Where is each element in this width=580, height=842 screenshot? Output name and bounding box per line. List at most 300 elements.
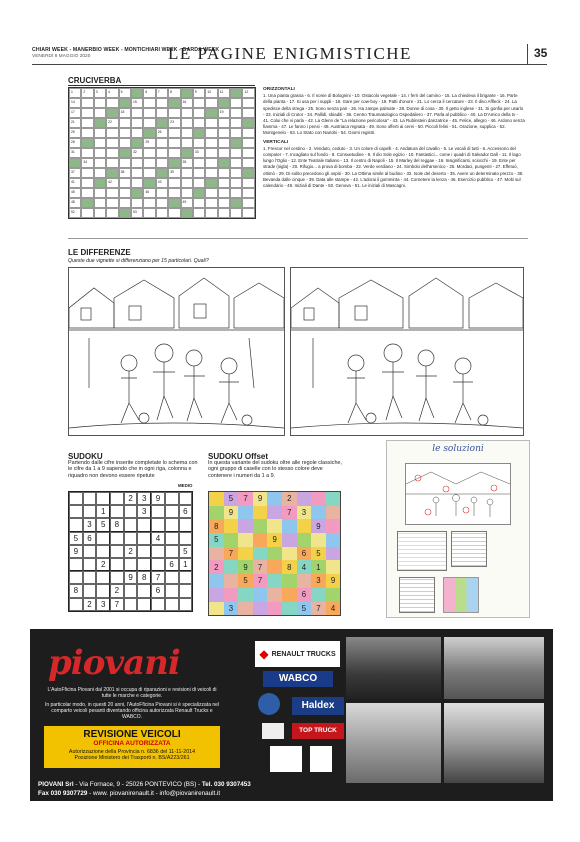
crossword-cell bbox=[181, 168, 193, 178]
crossword-grid bbox=[68, 87, 256, 219]
sudoku-offset-cell[interactable]: 9 bbox=[267, 533, 282, 547]
sudoku-cell[interactable]: 7 bbox=[110, 598, 124, 611]
crossword-cell bbox=[181, 188, 193, 198]
sudoku-cell[interactable] bbox=[151, 598, 165, 611]
vignette-left-drawing bbox=[69, 268, 284, 435]
sudoku-offset-cell[interactable] bbox=[224, 588, 239, 602]
sudoku-cell[interactable]: 6 bbox=[165, 558, 179, 571]
sudoku-cell[interactable]: 6 bbox=[83, 532, 97, 545]
crossword-cell bbox=[94, 138, 106, 148]
crossword-cell bbox=[94, 148, 106, 158]
crossword-cell: 16 bbox=[181, 98, 193, 108]
footer-fax: Fax 030 9307729 bbox=[38, 790, 88, 797]
sudoku-offset-cell[interactable] bbox=[267, 519, 282, 533]
crossword-cell: 19 bbox=[218, 108, 230, 118]
crossword-cell: 23 bbox=[168, 118, 180, 128]
crossword-cell bbox=[205, 168, 217, 178]
sudoku-cell[interactable] bbox=[83, 492, 97, 505]
sudoku-offset-cell[interactable]: 6 bbox=[297, 588, 312, 602]
crossword-cell: 17 bbox=[69, 108, 81, 118]
crossword-cell bbox=[156, 158, 168, 168]
sudoku-offset-cell[interactable]: 8 bbox=[282, 560, 297, 574]
crossword-cell bbox=[81, 178, 93, 188]
sudoku-offset-cell[interactable] bbox=[224, 533, 239, 547]
sudoku-offset-cell[interactable] bbox=[238, 588, 253, 602]
sudoku-cell[interactable] bbox=[137, 584, 151, 597]
sudoku-cell[interactable] bbox=[110, 505, 124, 518]
orizzontali-clues: 1. Una pianta grassa - 6. Il nome di Bolognini - 10. Ostacolo vegetale - 14. I ferri del camino - 15. La chiedeva il brigante - 16. Parte della pianta - 17. Si usa per i suppli - 18. Gare per cow-boy - 19. Patti d'onore - 21. Lo cerca il cercatore - 23. Il divo Affleck - 24. La spedisce della strega - 25. Sono senza pari - 26. Ha zampe palmate - 28. Donne di cosa - 30. Il getto inglese - 31. Si gonfia per usarlo - 33. Iniziali di Crutor - 34. Pallidi, sbiaditi - 36. Centro Traumatologico Ospedaliero - 37. Parla al pubblico - 40. La D'Amico della tv - 41. Colui che vi parla - 42. La Glenn de "La relazione pericolosa" - 43. La Rubinstein danzatrice - 45. Felice, allegro - 46. Ardono senza fiamma - 47. Le fanno i pensi - 48. Austriaca regnata - 49. Sono offerti ai cerei - 50. Piccoli felini - 51. Orazione, supplica - 52. Montgenelo - 53. Lo Stato con Nairobi - 54. Giorni registri. bbox=[263, 93, 525, 136]
sudoku-offset-cell[interactable] bbox=[224, 560, 239, 574]
crossword-cell bbox=[193, 128, 205, 138]
crossword-cell: 43 bbox=[156, 178, 168, 188]
sudoku-cell[interactable] bbox=[165, 505, 179, 518]
sudoku-cell[interactable] bbox=[165, 584, 179, 597]
sudoku-offset-cell[interactable]: 5 bbox=[224, 492, 239, 506]
crossword-cell bbox=[230, 198, 242, 208]
header-rule bbox=[32, 64, 547, 65]
piovani-logo: piovani bbox=[48, 643, 180, 683]
sudoku-offset-cell[interactable]: 4 bbox=[297, 560, 312, 574]
sudoku-cell[interactable] bbox=[96, 545, 110, 558]
crossword-cell bbox=[94, 118, 106, 128]
sudoku-offset-cell[interactable] bbox=[253, 519, 268, 533]
sudoku-cell[interactable]: 2 bbox=[83, 598, 97, 611]
sudoku-cell[interactable] bbox=[110, 545, 124, 558]
sudoku-offset-cell[interactable] bbox=[253, 547, 268, 561]
crossword-cell: 49 bbox=[181, 198, 193, 208]
sudoku-cell[interactable] bbox=[137, 558, 151, 571]
sudoku-offset-cell[interactable]: 9 bbox=[253, 492, 268, 506]
sudoku-cell[interactable]: 3 bbox=[137, 492, 151, 505]
crossword-cell bbox=[156, 188, 168, 198]
sudoku-offset-cell[interactable]: 8 bbox=[209, 519, 224, 533]
sudoku-offset-cell[interactable] bbox=[238, 533, 253, 547]
solution-sudoku-offset bbox=[443, 577, 479, 613]
crossword-cell bbox=[81, 168, 93, 178]
sudoku-offset-cell[interactable] bbox=[282, 547, 297, 561]
crossword-cell bbox=[119, 138, 131, 148]
sudoku-offset-cell[interactable]: 4 bbox=[326, 602, 341, 616]
crossword-cell: 38 bbox=[119, 168, 131, 178]
crossword-cell bbox=[205, 98, 217, 108]
sudoku-offset-cell[interactable] bbox=[326, 560, 341, 574]
sudoku-offset-cell[interactable]: 9 bbox=[224, 506, 239, 520]
crossword-cell: 28 bbox=[69, 138, 81, 148]
crossword-cell: 45 bbox=[69, 188, 81, 198]
sudoku-offset-cell[interactable] bbox=[238, 602, 253, 616]
footer-company: PIOVANI Srl bbox=[38, 781, 74, 788]
crossword-cell bbox=[119, 158, 131, 168]
sudoku-cell[interactable] bbox=[179, 532, 193, 545]
crossword-cell bbox=[193, 118, 205, 128]
sudoku-cell[interactable]: 6 bbox=[179, 505, 193, 518]
crossword-cell bbox=[131, 188, 143, 198]
sudoku-offset-cell[interactable] bbox=[282, 602, 297, 616]
sudoku-offset-cell[interactable] bbox=[238, 519, 253, 533]
sudoku-cell[interactable] bbox=[179, 492, 193, 505]
crossword-cell: 34 bbox=[81, 158, 93, 168]
crossword-cell bbox=[242, 208, 254, 218]
crossword-cell bbox=[193, 168, 205, 178]
sudoku-cell[interactable] bbox=[151, 505, 165, 518]
crossword-cell bbox=[181, 88, 193, 98]
sudoku-cell[interactable] bbox=[165, 532, 179, 545]
crossword-cell bbox=[168, 188, 180, 198]
sudoku-offset-cell[interactable] bbox=[209, 588, 224, 602]
sudoku-offset-cell[interactable]: 9 bbox=[238, 560, 253, 574]
crossword-cell bbox=[94, 108, 106, 118]
crossword-cell bbox=[168, 208, 180, 218]
sudoku-offset-cell[interactable] bbox=[209, 574, 224, 588]
sudoku-cell[interactable]: 6 bbox=[151, 584, 165, 597]
sudoku-cell[interactable] bbox=[83, 571, 97, 584]
sudoku-offset-description: In questa variante del sudoku oltre alle regole classiche, ogni gruppo di caselle con lo stesso colore deve contenere i numeri da 1 a 9. bbox=[208, 460, 342, 479]
sudoku-offset-cell[interactable] bbox=[209, 547, 224, 561]
sudoku-offset-cell[interactable] bbox=[311, 506, 326, 520]
sudoku-offset-cell[interactable]: 3 bbox=[297, 506, 312, 520]
sudoku-cell[interactable] bbox=[110, 571, 124, 584]
sudoku-offset-cell[interactable]: 1 bbox=[311, 560, 326, 574]
crossword-cell bbox=[193, 178, 205, 188]
crossword-cell bbox=[131, 158, 143, 168]
crossword-cell bbox=[119, 148, 131, 158]
sudoku-offset-cell[interactable] bbox=[253, 506, 268, 520]
sudoku-offset-cell[interactable]: 5 bbox=[238, 574, 253, 588]
sudoku-cell[interactable] bbox=[96, 571, 110, 584]
sudoku-cell[interactable] bbox=[137, 598, 151, 611]
sudoku-offset-cell[interactable] bbox=[326, 506, 341, 520]
sudoku-cell[interactable] bbox=[83, 545, 97, 558]
sudoku-offset-cell[interactable] bbox=[297, 574, 312, 588]
crossword-cell bbox=[168, 128, 180, 138]
sudoku-cell[interactable] bbox=[124, 532, 138, 545]
crossword-cell bbox=[131, 88, 143, 98]
sudoku-cell[interactable] bbox=[69, 518, 83, 531]
crossword-cell bbox=[230, 118, 242, 128]
sudoku-cell[interactable] bbox=[124, 505, 138, 518]
sudoku-cell[interactable]: 9 bbox=[124, 571, 138, 584]
crossword-cell: 32 bbox=[131, 148, 143, 158]
orizzontali-heading: ORIZZONTALI bbox=[263, 87, 295, 92]
crossword-cell bbox=[230, 138, 242, 148]
sudoku-offset-cell[interactable]: 7 bbox=[238, 492, 253, 506]
crossword-cell bbox=[230, 178, 242, 188]
header-date: VENERDÌ 8 MAGGIO 2020 bbox=[32, 54, 91, 59]
sudoku-cell[interactable]: 9 bbox=[69, 545, 83, 558]
sudoku-cell[interactable] bbox=[137, 545, 151, 558]
sudoku-cell[interactable] bbox=[96, 492, 110, 505]
crossword-cell bbox=[218, 138, 230, 148]
sudoku-cell[interactable] bbox=[179, 571, 193, 584]
crossword-cell bbox=[94, 208, 106, 218]
crossword-clues bbox=[263, 87, 525, 192]
sudoku-offset-cell[interactable] bbox=[253, 588, 268, 602]
crossword-cell bbox=[218, 188, 230, 198]
sudoku-offset-cell[interactable] bbox=[311, 533, 326, 547]
crossword-cell bbox=[156, 98, 168, 108]
crossword-cell bbox=[193, 198, 205, 208]
crossword-cell bbox=[218, 208, 230, 218]
sudoku-offset-cell[interactable] bbox=[297, 533, 312, 547]
sudoku-offset-cell[interactable] bbox=[326, 588, 341, 602]
sudoku-offset-cell[interactable]: 5 bbox=[297, 602, 312, 616]
crossword-cell bbox=[168, 108, 180, 118]
sudoku-offset-cell[interactable] bbox=[253, 602, 268, 616]
sudoku-cell[interactable]: 8 bbox=[110, 518, 124, 531]
crossword-cell: 6 bbox=[143, 88, 155, 98]
crossword-cell bbox=[106, 158, 118, 168]
sudoku-cell[interactable] bbox=[124, 598, 138, 611]
renault-diamond-icon: ◆ bbox=[259, 647, 269, 661]
sudoku-cell[interactable] bbox=[165, 598, 179, 611]
sudoku-cell[interactable]: 2 bbox=[110, 584, 124, 597]
crossword-cell: 15 bbox=[131, 98, 143, 108]
crossword-cell bbox=[106, 138, 118, 148]
crossword-cell bbox=[156, 148, 168, 158]
sudoku-cell[interactable]: 2 bbox=[96, 558, 110, 571]
crossword-cell bbox=[205, 208, 217, 218]
crossword-cell bbox=[156, 198, 168, 208]
sudoku-offset-cell[interactable] bbox=[282, 519, 297, 533]
sudoku-cell[interactable] bbox=[83, 505, 97, 518]
sudoku-cell[interactable] bbox=[124, 518, 138, 531]
crossword-cell bbox=[193, 188, 205, 198]
sudoku-offset-cell[interactable]: 9 bbox=[311, 519, 326, 533]
sudoku-offset-cell[interactable] bbox=[297, 492, 312, 506]
sudoku-cell[interactable]: 3 bbox=[96, 598, 110, 611]
sudoku-offset-cell[interactable] bbox=[238, 547, 253, 561]
sudoku-offset-cell[interactable] bbox=[209, 506, 224, 520]
sudoku-offset-title: SUDOKU Offset bbox=[208, 452, 269, 461]
sudoku-cell[interactable]: 1 bbox=[179, 558, 193, 571]
crossword-cell: 25 bbox=[69, 128, 81, 138]
crossword-cell bbox=[230, 108, 242, 118]
crossword-cell bbox=[218, 128, 230, 138]
crossword-cell bbox=[81, 208, 93, 218]
crossword-cell bbox=[230, 148, 242, 158]
sudoku-cell[interactable] bbox=[124, 558, 138, 571]
crossword-cell bbox=[119, 188, 131, 198]
crossword-cell bbox=[181, 118, 193, 128]
sudoku-offset-cell[interactable] bbox=[311, 492, 326, 506]
sudoku-offset-cell[interactable]: 7 bbox=[253, 574, 268, 588]
sudoku-offset-grid bbox=[208, 491, 341, 616]
crossword-cell bbox=[106, 168, 118, 178]
sudoku-offset-cell[interactable] bbox=[267, 602, 282, 616]
sudoku-cell[interactable] bbox=[110, 532, 124, 545]
sudoku-cell[interactable] bbox=[124, 584, 138, 597]
sudoku-cell[interactable]: 8 bbox=[69, 584, 83, 597]
sudoku-offset-cell[interactable]: 3 bbox=[224, 602, 239, 616]
sudoku-offset-cell[interactable]: 5 bbox=[311, 547, 326, 561]
crossword-cell bbox=[143, 178, 155, 188]
sudoku-cell[interactable] bbox=[165, 545, 179, 558]
sudoku-offset-cell[interactable]: 7 bbox=[224, 547, 239, 561]
sudoku-cell[interactable]: 4 bbox=[151, 532, 165, 545]
sudoku-cell[interactable]: 5 bbox=[69, 532, 83, 545]
crossword-rule bbox=[68, 85, 255, 86]
sudoku-cell[interactable] bbox=[137, 532, 151, 545]
crossword-cell bbox=[242, 148, 254, 158]
crossword-cell: 52 bbox=[69, 208, 81, 218]
crossword-cell bbox=[94, 158, 106, 168]
sudoku-cell[interactable] bbox=[151, 558, 165, 571]
sudoku-cell[interactable] bbox=[83, 558, 97, 571]
sudoku-offset-cell[interactable]: 9 bbox=[326, 574, 341, 588]
sudoku-cell[interactable] bbox=[96, 584, 110, 597]
sudoku-offset-cell[interactable]: 2 bbox=[282, 492, 297, 506]
sudoku-cell[interactable] bbox=[179, 584, 193, 597]
crossword-cell bbox=[242, 108, 254, 118]
sudoku-offset-cell[interactable] bbox=[282, 533, 297, 547]
sudoku-cell[interactable] bbox=[83, 584, 97, 597]
sudoku-cell[interactable] bbox=[137, 518, 151, 531]
crossword-cell bbox=[81, 118, 93, 128]
crossword-cell bbox=[181, 178, 193, 188]
crossword-cell bbox=[119, 98, 131, 108]
sudoku-cell[interactable] bbox=[69, 505, 83, 518]
crossword-cell: 33 bbox=[193, 148, 205, 158]
sudoku-offset-cell[interactable]: 2 bbox=[209, 560, 224, 574]
sudoku-cell[interactable]: 9 bbox=[151, 492, 165, 505]
crossword-cell bbox=[81, 138, 93, 148]
crossword-cell: 14 bbox=[69, 98, 81, 108]
crossword-cell bbox=[81, 198, 93, 208]
sudoku-offset-cell[interactable] bbox=[224, 574, 239, 588]
sudoku-offset-cell[interactable] bbox=[282, 574, 297, 588]
crossword-cell: 46 bbox=[143, 188, 155, 198]
sudoku-offset-cell[interactable] bbox=[224, 519, 239, 533]
sudoku-offset-cell[interactable] bbox=[267, 506, 282, 520]
crossword-cell: 35 bbox=[181, 158, 193, 168]
footer-tel: Tel. 030 9307453 bbox=[201, 781, 251, 788]
sudoku-cell[interactable]: 8 bbox=[137, 571, 151, 584]
sudoku-offset-cell[interactable] bbox=[267, 560, 282, 574]
sudoku-offset-cell[interactable] bbox=[326, 547, 341, 561]
sudoku-cell[interactable] bbox=[165, 492, 179, 505]
sudoku-cell[interactable]: 3 bbox=[83, 518, 97, 531]
crossword-cell bbox=[119, 128, 131, 138]
sudoku-offset-cell[interactable]: 3 bbox=[311, 574, 326, 588]
page-title: LE PAGINE ENIGMISTICHE bbox=[168, 44, 412, 63]
sudoku-cell[interactable] bbox=[165, 518, 179, 531]
piovani-advertisement bbox=[30, 629, 553, 801]
crossword-cell bbox=[156, 168, 168, 178]
sudoku-offset-cell[interactable] bbox=[326, 492, 341, 506]
crossword-cell bbox=[168, 98, 180, 108]
crossword-cell bbox=[205, 118, 217, 128]
crossword-cell bbox=[106, 188, 118, 198]
sudoku-cell[interactable] bbox=[151, 545, 165, 558]
crossword-cell bbox=[205, 178, 217, 188]
sudoku-cell[interactable] bbox=[179, 518, 193, 531]
crossword-cell bbox=[218, 148, 230, 158]
crossword-cell bbox=[94, 198, 106, 208]
crossword-cell: 3 bbox=[94, 88, 106, 98]
crossword-cell bbox=[106, 208, 118, 218]
sudoku-cell[interactable]: 3 bbox=[137, 505, 151, 518]
crossword-cell bbox=[131, 108, 143, 118]
sudoku-offset-cell[interactable] bbox=[326, 519, 341, 533]
sudoku-cell[interactable] bbox=[151, 518, 165, 531]
crossword-cell bbox=[230, 128, 242, 138]
crossword-cell bbox=[181, 108, 193, 118]
sudoku-offset-cell[interactable] bbox=[267, 492, 282, 506]
crossword-cell bbox=[119, 178, 131, 188]
crossword-cell bbox=[181, 148, 193, 158]
sudoku-cell[interactable] bbox=[110, 558, 124, 571]
sudoku-offset-cell[interactable] bbox=[267, 588, 282, 602]
crossword-cell bbox=[205, 128, 217, 138]
sudoku-offset-cell[interactable]: 7 bbox=[282, 506, 297, 520]
sudoku-offset-cell[interactable] bbox=[238, 506, 253, 520]
sudoku-offset-cell[interactable]: 7 bbox=[311, 602, 326, 616]
sudoku-cell[interactable]: 2 bbox=[124, 492, 138, 505]
sudoku-cell[interactable]: 1 bbox=[96, 505, 110, 518]
sudoku-cell[interactable] bbox=[69, 571, 83, 584]
sudoku-offset-cell[interactable] bbox=[209, 602, 224, 616]
sudoku-offset-cell[interactable] bbox=[326, 533, 341, 547]
sudoku-offset-cell[interactable] bbox=[267, 574, 282, 588]
crossword-cell bbox=[143, 108, 155, 118]
crossword-cell bbox=[81, 148, 93, 158]
sudoku-cell[interactable]: 2 bbox=[124, 545, 138, 558]
sudoku-offset-cell[interactable] bbox=[253, 533, 268, 547]
crossword-cell bbox=[242, 158, 254, 168]
crossword-cell bbox=[168, 148, 180, 158]
sudoku-cell[interactable] bbox=[69, 558, 83, 571]
crossword-cell bbox=[218, 98, 230, 108]
crossword-cell: 41 bbox=[69, 178, 81, 188]
sudoku-cell[interactable]: 7 bbox=[151, 571, 165, 584]
revision-ministry: Posizione Ministero dei Trasporti n. BS/A223/261 bbox=[74, 755, 190, 761]
crossword-cell bbox=[106, 148, 118, 158]
crossword-cell bbox=[218, 158, 230, 168]
crossword-cell: 22 bbox=[106, 118, 118, 128]
crossword-cell bbox=[106, 198, 118, 208]
crossword-cell: 7 bbox=[156, 88, 168, 98]
sudoku-offset-cell[interactable] bbox=[297, 519, 312, 533]
sudoku-cell[interactable] bbox=[110, 492, 124, 505]
crossword-cell bbox=[230, 88, 242, 98]
sudoku-cell[interactable]: 5 bbox=[179, 545, 193, 558]
crossword-cell bbox=[131, 168, 143, 178]
sudoku-cell[interactable] bbox=[165, 571, 179, 584]
crossword-cell bbox=[193, 98, 205, 108]
sudoku-offset-cell[interactable] bbox=[209, 492, 224, 506]
photo-workshop bbox=[444, 637, 544, 699]
crossword-title: CRUCIVERBA bbox=[68, 76, 122, 85]
photo-truck-1 bbox=[346, 637, 441, 699]
sudoku-offset-cell[interactable] bbox=[311, 588, 326, 602]
sudoku-cell[interactable] bbox=[96, 532, 110, 545]
sudoku-offset-cell[interactable] bbox=[282, 588, 297, 602]
sudoku-offset-cell[interactable]: 6 bbox=[297, 547, 312, 561]
sudoku-cell[interactable] bbox=[69, 598, 83, 611]
crossword-cell bbox=[143, 118, 155, 128]
sudoku-grid bbox=[68, 491, 193, 612]
sudoku-cell[interactable]: 5 bbox=[96, 518, 110, 531]
crossword-cell bbox=[94, 168, 106, 178]
crossword-cell bbox=[218, 178, 230, 188]
wabco-logo: WABCO bbox=[263, 671, 333, 687]
crossword-cell bbox=[81, 98, 93, 108]
sudoku-offset-cell[interactable]: 5 bbox=[209, 533, 224, 547]
sudoku-cell[interactable] bbox=[179, 598, 193, 611]
sudoku-offset-cell[interactable]: 7 bbox=[253, 560, 268, 574]
sudoku-cell[interactable] bbox=[69, 492, 83, 505]
sudoku-offset-cell[interactable] bbox=[267, 547, 282, 561]
